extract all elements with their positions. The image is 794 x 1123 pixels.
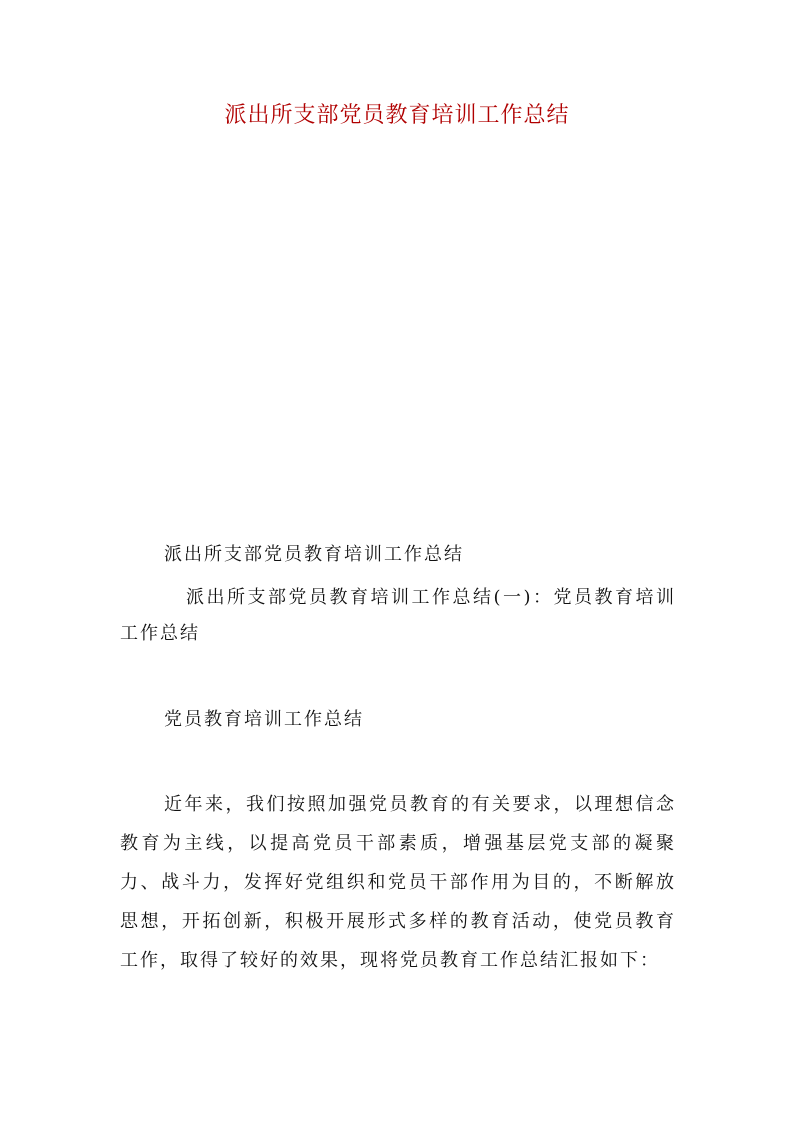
paragraph-body: 近年来，我们按照加强党员教育的有关要求，以理想信念教育为主线，以提高党员干部素质，增强基层党支部的凝聚力、战斗力，发挥好党组织和党员干部作用为目的，不断解放思想，开拓创新，积极开展形式多样的教育活动，使党员教育工作，取得了较好的效果，现将党员教育工作总结汇报如下： [120, 794, 676, 971]
paragraph-section-title: 党员教育培训工作总结 [164, 709, 364, 730]
document-title: 派出所支部党员教育培训工作总结 [224, 103, 570, 128]
paragraph-heading: 派出所支部党员教育培训工作总结 [164, 544, 464, 565]
paragraph-subtitle: 派出所支部党员教育培训工作总结(一)：党员教育培训工作总结 [120, 587, 676, 644]
